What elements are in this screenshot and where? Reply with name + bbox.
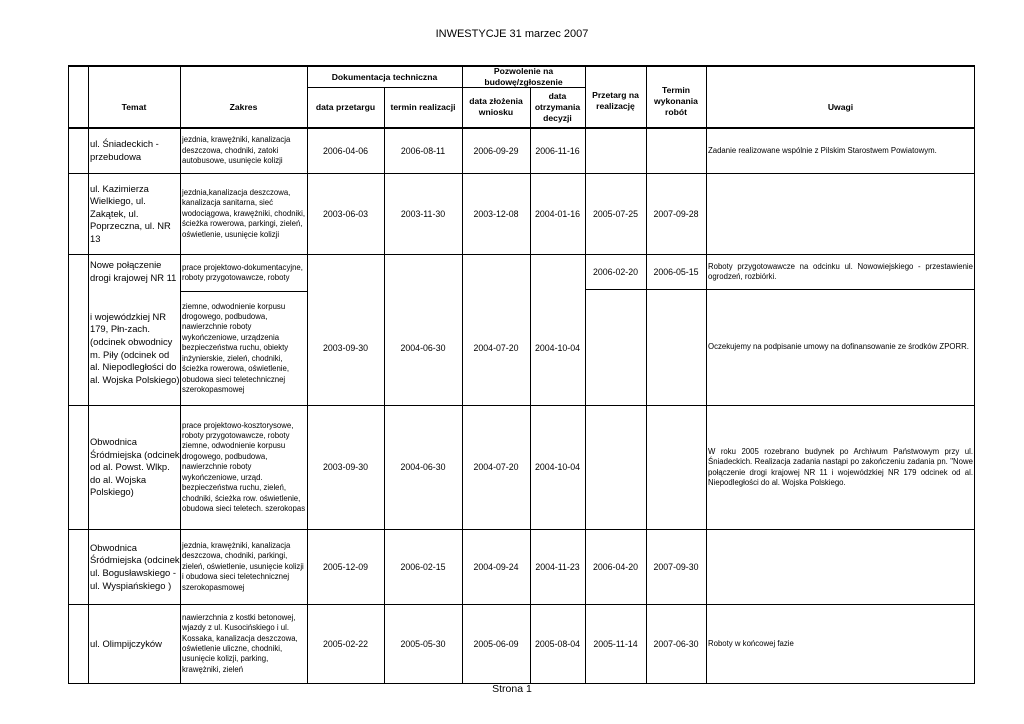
header-zakres: Zakres [229,101,258,112]
table-cell-data-zlozenia: 2005-06-09 [473,638,519,649]
table-cell-temat: ul. Śniadeckich - przebudowa [90,138,159,162]
table-cell-uwagi: W roku 2005 rozebrano budynek po Archiwum Państwowym przy ul. Śniadeckich. Realizacja zadania nastąpi po zakończeniu zadania pn. "Nowe połączenie drogi krajowej NR 11 i wojewódzkiej NR 179 odcinek od al. Niepodległości do al. Wojska Polskiego. [708,447,973,487]
header-data-przetargu: data przetargu [315,101,376,112]
table-cell-data-zlozenia: 2006-09-29 [473,145,519,156]
table-cell-termin-realizacji: 2004-06-30 [400,462,446,473]
table-cell-zakres: jezdnia, krawężniki, kanalizacja deszczowa, chodniki, parkingi, zieleń, oświetlenie, usunięcie kolizji i obudowa sieci teletechnicznej szerokopasmowej [182,540,304,592]
table-cell-przetarg [585,406,646,529]
table-cell-przetarg: 2006-04-20 [593,561,638,572]
table-cell-temat: ul. Kazimierza Wielkiego, ul. Zakątek, ul. Poprzeczna, ul. NR 13 [90,182,171,244]
table-cell-termin-realizacji: 2003-11-30 [400,208,446,219]
table-cell-przetarg [585,129,646,173]
table-cell-termin-wykonania: 2007-06-30 [653,638,699,649]
table-cell-zakres: jezdnia,kanalizacja deszczowa, kanalizacja sanitarna, sieć wodociągowa, krawężniki, chodniki, ścieżka rowerowa, parkingi, zieleń, oświetlenie, usunięcie kolizji [182,187,306,239]
table-cell-zakres: prace projektowo-kosztorysowe, roboty przygotowawcze, roboty ziemne, odwodnienie korpusu drogowego, podbudowa, nawierzchnie roboty wykończeniowe, urząd. bezpieczeństwa ruchu, zieleń, chodniki, ścieżka row. oświetlenie, obudowa sieci teletech. szerokopas [182,420,306,513]
table-cell-uwagi: Roboty w końcowej fazie [708,638,794,648]
header-uwagi: Uwagi [827,101,854,112]
table-cell-uwagi [706,174,975,254]
table-cell-zakres: prace projektowo-dokumentacyjne, roboty przygotowawcze, roboty [182,262,303,282]
header-przetarg: Przetarg na realizację [592,90,639,111]
table-cell-uwagi: Zadanie realizowane wspólnie z Pilskim Starostwem Powiatowym. [708,145,937,155]
table-cell-uwagi [706,530,975,604]
table-cell-zakres: jezdnia, krawężniki, kanalizacja deszczowa, chodniki, zatoki autobusowe, usunięcie kolizji [182,135,291,166]
table-cell-data-przetargu: 2003-09-30 [323,342,368,353]
table-cell-data-otrzymania: 2004-01-16 [535,208,580,219]
table-cell-uwagi: Oczekujemy na podpisanie umowy na dofinansowanie ze środków ZPORR. [708,342,969,352]
table-cell-zakres: nawierzchnia z kostki betonowej, wjazdy z ul. Kusocińskiego i ul. Kossaka, kanalizacja deszczowa, oświetlenie uliczne, chodniki, usunięcie kolizji, parking, krawężniki, zieleń [182,612,298,674]
table-cell-temat: Obwodnica Śródmiejska (odcinek od al. Powst. Wlkp. do al. Wojska Polskiego) [90,436,180,498]
table-cell-termin-wykonania: 2007-09-28 [653,208,699,219]
table-cell-data-przetargu: 2003-09-30 [323,462,368,473]
header-temat: Temat [121,101,147,112]
header-data-zlozenia: data złożenia wniosku [469,96,523,117]
table-cell-termin-realizacji: 2005-05-30 [400,638,446,649]
table-cell-termin-realizacji: 2006-08-11 [400,145,446,156]
header-dokumentacja: Dokumentacja techniczna [331,71,438,82]
table-cell-termin-realizacji: 2006-02-15 [400,561,446,572]
table-cell-termin-wykonania: 2006-05-15 [653,266,699,277]
table-cell-data-otrzymania: 2005-08-04 [535,638,580,649]
table-cell-data-otrzymania: 2004-11-23 [535,561,580,572]
table-cell-data-zlozenia: 2003-12-08 [473,208,519,219]
table-cell-temat: i wojewódzkiej NR 179, Płn-zach. (odcinek obwodnicy m. Piły (odcinek od al. Niepodległości do al. Wojska Polskiego) [90,310,180,385]
table-cell-przetarg: 2005-07-25 [593,208,638,219]
table-cell-temat: Obwodnica Śródmiejska (odcinek ul. Bogusławskiego - ul. Wyspiańskiego ) [90,541,180,591]
table-cell-zakres: ziemne, odwodnienie korpusu drogowego, podbudowa, nawierzchnie roboty wykończeniowe, urządzenia bezpieczeństwa ruchu, obiekty inżynierskie, zieleń, chodniki, ścieżka rowerowa, oświetlenie, obudowa sieci teletechnicznej szerokopasmowej [182,301,290,394]
table-cell-przetarg: 2006-02-20 [593,266,638,277]
table-cell-temat: Nowe połączenie drogi krajowej NR 11 [90,259,177,283]
page-footer: Strona 1 [492,683,532,695]
table-cell-data-przetargu: 2003-06-03 [323,208,368,219]
table-cell-termin-wykonania: 2007-09-30 [653,561,699,572]
table-cell-uwagi: Roboty przygotowawcze na odcinku ul. Nowowiejskiego - przestawienie ogrodzeń, rozbiórki. [708,261,973,281]
table-cell-data-zlozenia: 2004-07-20 [473,342,519,353]
table-cell-przetarg: 2005-11-14 [593,638,638,649]
table-cell-data-otrzymania: 2004-10-04 [535,462,580,473]
table-cell-temat: ul. Olimpijczyków [90,637,162,649]
header-termin-realizacji: termin realizacji [390,101,456,112]
table-cell-data-przetargu: 2005-02-22 [323,638,368,649]
header-data-otrzymania: data otrzymania decyzji [534,90,581,123]
table-cell-data-zlozenia: 2004-09-24 [473,561,519,572]
table-cell-termin-wykonania [646,406,706,529]
header-termin-wykonania: Termin wykonania robót [654,84,698,117]
header-pozwolenie: Pozwolenie na budowę/zgłoszenie [484,66,563,87]
table-cell-data-otrzymania: 2006-11-16 [535,145,580,156]
table-cell-data-przetargu: 2005-12-09 [323,561,368,572]
page-title: INWESTYCJE 31 marzec 2007 [435,28,589,40]
table-cell-data-przetargu: 2006-04-06 [323,145,368,156]
table-cell-termin-realizacji: 2004-06-30 [400,342,446,353]
table-cell-data-zlozenia: 2004-07-20 [473,462,519,473]
table-cell-termin-wykonania [646,129,706,173]
table-cell-data-otrzymania: 2004-10-04 [535,342,580,353]
